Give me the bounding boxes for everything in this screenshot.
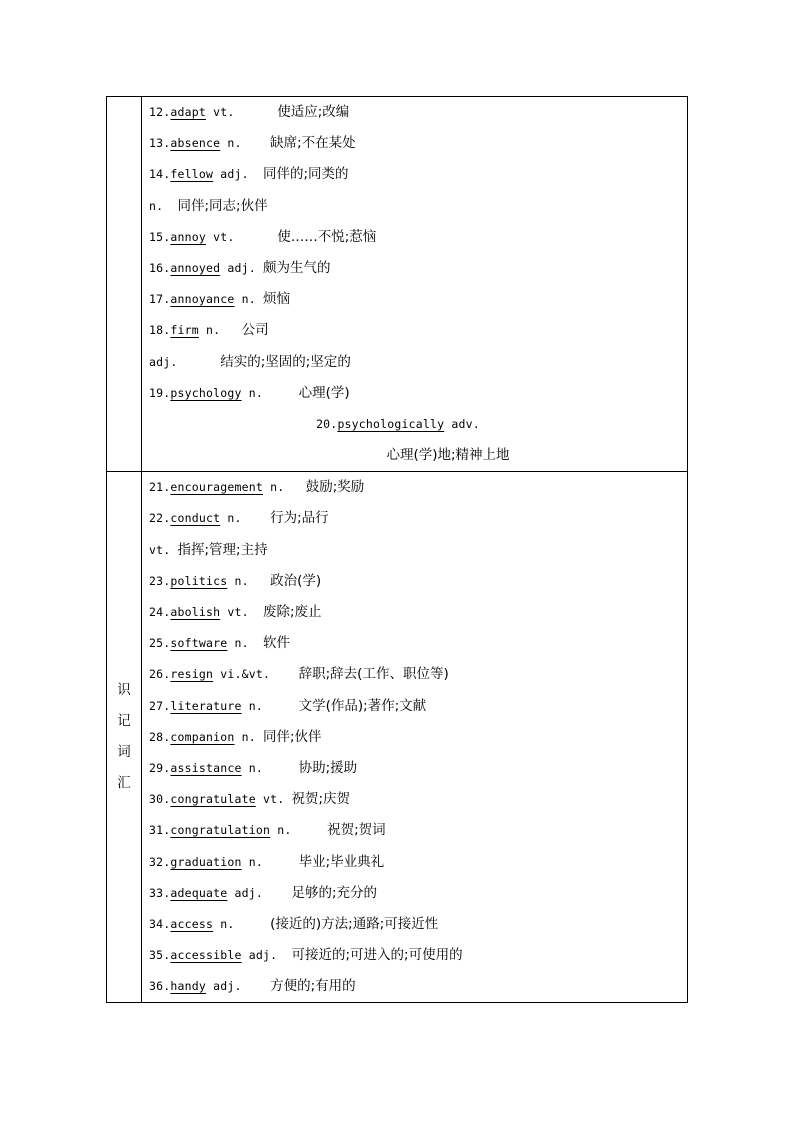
entry-definition: 文学(作品);著作;文献	[298, 697, 427, 714]
part-of-speech: adj.	[227, 885, 263, 900]
part-of-speech: vi.&vt.	[213, 667, 271, 682]
entry-definition: 使适应;改编	[277, 104, 350, 120]
part-of-speech: n.	[234, 729, 256, 744]
part-of-speech: n.	[270, 823, 292, 838]
entry-definition: 心理(学)	[298, 384, 350, 401]
entry-number: 13.	[149, 136, 171, 151]
entry-definition: 软件	[263, 635, 290, 652]
entry-word: access	[170, 916, 214, 931]
entry-word: congratulation	[170, 823, 271, 838]
vocab-entry	[149, 628, 687, 659]
section-label-cell	[107, 97, 142, 472]
vocab-entry	[149, 940, 687, 971]
vocab-entry	[149, 753, 687, 784]
spacer	[242, 136, 271, 150]
entry-number: 22.	[149, 511, 171, 526]
entry-number: 16.	[149, 260, 171, 275]
part-of-speech: n.	[241, 385, 263, 400]
entry-word: fellow	[170, 167, 214, 182]
spacer	[270, 667, 299, 681]
spacer	[263, 699, 299, 713]
entry-definition: 辞职;辞去(工作、职位等)	[298, 666, 449, 683]
entry-word: congratulate	[170, 792, 256, 807]
entry-word: annoy	[170, 229, 206, 244]
spacer	[256, 730, 263, 744]
vocab-entry	[149, 347, 687, 378]
vocab-entry	[149, 409, 687, 440]
section-label: 识记词汇	[117, 682, 131, 792]
part-of-speech: n.	[149, 198, 164, 213]
part-of-speech: n.	[262, 480, 285, 495]
entry-word: handy	[170, 979, 206, 994]
entry-definition: 祝贺;贺词	[327, 822, 386, 839]
spacer	[178, 355, 221, 369]
entry-number: 15.	[149, 229, 171, 244]
entry-number: 26.	[149, 667, 171, 682]
entry-word: encouragement	[170, 480, 263, 495]
spacer	[256, 292, 263, 306]
vocab-entry	[149, 253, 687, 284]
spacer	[291, 823, 327, 837]
vocab-entry	[149, 971, 687, 1002]
entry-word: psychologically	[337, 416, 445, 431]
vocab-entry	[149, 191, 687, 222]
entry-number: 28.	[149, 729, 171, 744]
entry-number: 27.	[149, 698, 171, 713]
spacer	[163, 199, 177, 213]
vocab-entry	[149, 535, 687, 566]
entry-number: 20.	[316, 416, 338, 431]
part-of-speech: n.	[241, 698, 263, 713]
entry-number: 29.	[149, 760, 171, 775]
part-of-speech: n.	[241, 854, 263, 869]
entry-word: graduation	[170, 854, 242, 869]
entry-definition: 同伴的;同类的	[263, 166, 349, 183]
entry-number: 18.	[149, 323, 171, 338]
entry-number: 12.	[149, 105, 171, 119]
entry-number: 31.	[149, 823, 171, 838]
entry-word: absence	[170, 136, 221, 151]
part-of-speech: n.	[227, 636, 249, 651]
entry-definition: 使……不悦;惹恼	[277, 228, 377, 245]
entry-definition: 结实的;坚固的;坚定的	[220, 353, 351, 370]
entry-word: accessible	[170, 948, 242, 963]
vocab-entry	[149, 472, 687, 503]
spacer	[170, 543, 177, 557]
part-of-speech: vt.	[149, 542, 171, 557]
vocab-entry	[149, 722, 687, 753]
entry-definition: 毕业;毕业典礼	[298, 853, 385, 870]
entry-definition: 协助;援助	[298, 759, 358, 776]
spacer	[263, 886, 292, 900]
entry-number: 33.	[149, 885, 171, 900]
entry-definition: 方便的;有用的	[270, 978, 356, 995]
spacer	[242, 979, 271, 993]
entry-word: literature	[170, 698, 242, 713]
entry-word: politics	[170, 573, 228, 588]
entry-number: 34.	[149, 916, 171, 931]
entry-definition: 心理(学)地;精神上地	[386, 447, 510, 464]
entry-number: 24.	[149, 605, 171, 619]
vocab-entry	[149, 784, 687, 815]
entry-word: conduct	[170, 511, 221, 526]
spacer	[235, 105, 278, 119]
entry-definition: 同伴;同志;伙伴	[177, 197, 268, 214]
part-of-speech: adj.	[149, 354, 178, 369]
spacer	[235, 917, 271, 931]
vocab-entry	[149, 909, 687, 940]
spacer	[263, 761, 299, 775]
entry-number: 14.	[149, 167, 171, 182]
entry-definition: 烦恼	[263, 291, 290, 308]
section-content-cell	[142, 97, 688, 472]
section-content-cell	[142, 472, 688, 1003]
part-of-speech: adj.	[206, 979, 242, 994]
entry-word: adequate	[170, 885, 228, 900]
entry-word: annoyance	[170, 292, 235, 307]
spacer	[263, 855, 299, 869]
vocab-entry	[149, 878, 687, 909]
entry-word: companion	[170, 729, 235, 744]
part-of-speech: vt.	[255, 792, 285, 807]
entry-definition: 足够的;充分的	[291, 884, 378, 901]
vocab-entry	[149, 815, 687, 846]
entry-word: adapt	[170, 105, 206, 119]
entry-definition: 行为;品行	[270, 510, 329, 527]
entry-definition: 废除;废止	[263, 604, 322, 620]
vocab-entry	[149, 503, 687, 534]
part-of-speech: adj.	[213, 167, 249, 182]
spacer	[220, 323, 241, 337]
vocabulary-table	[106, 96, 688, 1003]
entry-definition: 可接近的;可进入的;可使用的	[291, 947, 463, 964]
part-of-speech: n.	[220, 136, 242, 151]
entry-number: 35.	[149, 948, 171, 963]
entry-word: annoyed	[170, 260, 221, 275]
spacer	[242, 511, 271, 525]
entry-definition: 祝贺;庆贺	[291, 791, 351, 808]
section-row-2	[107, 472, 688, 1003]
entry-definition-line	[149, 440, 687, 471]
section-row-1	[107, 97, 688, 472]
part-of-speech: n.	[213, 916, 235, 931]
spacer	[256, 261, 263, 275]
part-of-speech: adj.	[220, 260, 256, 275]
spacer	[235, 230, 278, 244]
entry-word: firm	[170, 323, 199, 338]
entry-number: 25.	[149, 636, 171, 651]
vocab-entry	[149, 659, 687, 690]
part-of-speech: vt.	[206, 229, 235, 244]
spacer	[249, 605, 263, 619]
part-of-speech: n.	[234, 292, 256, 307]
vocab-entry	[149, 566, 687, 597]
entry-number: 21.	[149, 480, 171, 495]
part-of-speech: adj.	[241, 948, 278, 963]
part-of-speech: n.	[241, 760, 263, 775]
spacer	[249, 574, 270, 588]
entry-word: resign	[170, 667, 214, 682]
entry-definition: 颇为生气的	[263, 259, 331, 276]
entry-definition: 政治(学)	[270, 572, 322, 589]
vocabulary-sheet	[106, 96, 688, 1003]
entry-definition: 鼓励;奖励	[305, 479, 365, 496]
part-of-speech: adv.	[444, 416, 480, 431]
vocab-entry	[149, 128, 687, 159]
spacer	[263, 386, 299, 400]
entry-number: 19.	[149, 385, 171, 400]
entry-word: abolish	[170, 605, 221, 619]
spacer	[249, 167, 263, 181]
vocab-entry	[149, 691, 687, 722]
vocab-entry	[149, 315, 687, 346]
vocab-entry	[149, 222, 687, 253]
vocab-entry	[149, 597, 687, 628]
part-of-speech: vt.	[206, 105, 235, 119]
entry-word: software	[170, 636, 228, 651]
entry-definition: (接近的)方法;通路;可接近性	[270, 915, 439, 932]
vocab-entry	[149, 378, 687, 409]
part-of-speech: n.	[198, 323, 221, 338]
spacer	[284, 480, 305, 494]
vocab-entry	[149, 159, 687, 190]
entry-definition: 缺席;不在某处	[270, 135, 356, 152]
entry-number: 36.	[149, 979, 171, 994]
entry-definition: 指挥;管理;主持	[177, 541, 268, 558]
vocab-entry	[149, 284, 687, 315]
section-label-cell	[107, 472, 142, 1003]
part-of-speech: n.	[227, 573, 249, 588]
spacer	[277, 948, 291, 962]
entry-number: 32.	[149, 854, 171, 869]
entry-definition: 公司	[241, 322, 269, 339]
entry-number: 30.	[149, 792, 171, 807]
entry-definition: 同伴;伙伴	[263, 728, 322, 745]
vocab-entry	[149, 847, 687, 878]
spacer	[249, 636, 263, 650]
entry-number: 23.	[149, 573, 171, 588]
entry-number: 17.	[149, 292, 171, 307]
part-of-speech: vt.	[220, 605, 249, 619]
entry-word: psychology	[170, 385, 242, 400]
entry-word: assistance	[170, 760, 242, 775]
vocab-entry	[149, 97, 687, 128]
part-of-speech: n.	[220, 511, 242, 526]
